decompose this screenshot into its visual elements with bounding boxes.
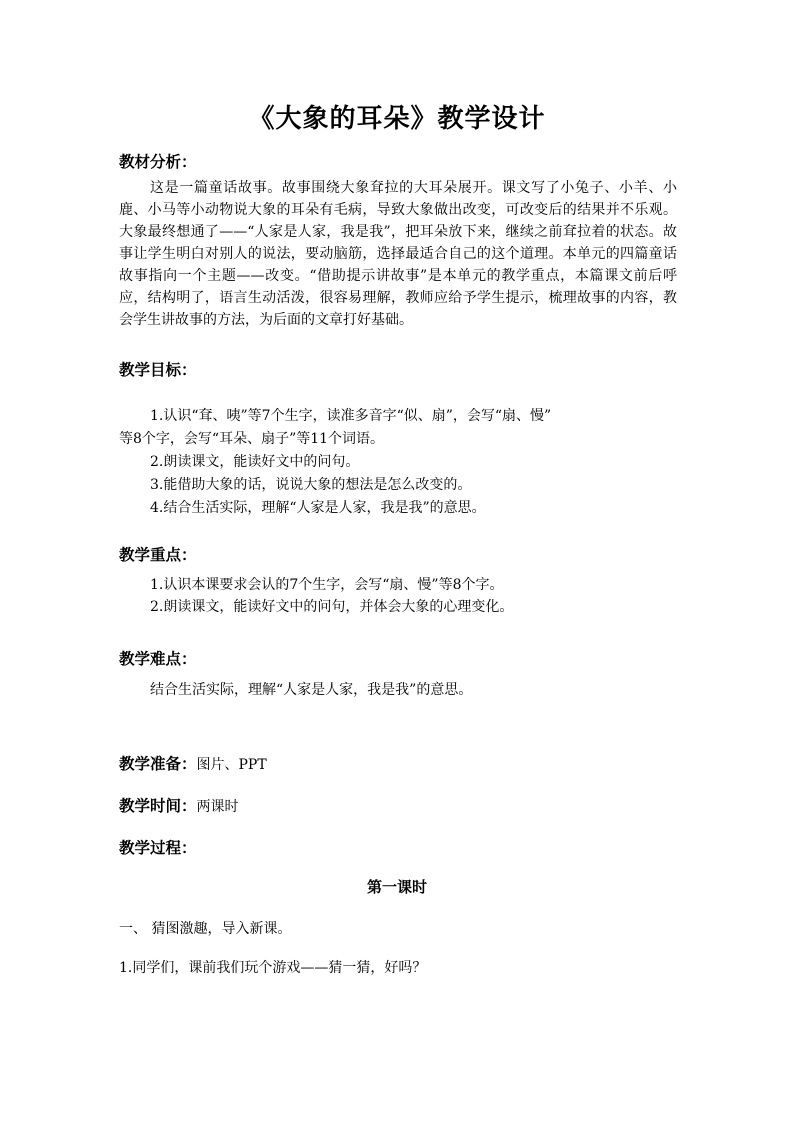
- time-heading: 教学时间：: [119, 797, 197, 815]
- key-point-item-1: 1.认识本课要求会认的7个生字，会写“扇、慢”等8个字。: [150, 577, 504, 593]
- process-step-1: 一、 猜图激趣，导入新课。: [119, 921, 292, 937]
- goal-item-1: 1.认识“耷、咦”等7个生字，读准多音字“似、扇”，会写“扇、慢”: [150, 408, 552, 424]
- preparation-heading: 教学准备：: [119, 755, 197, 773]
- difficulty-heading: 教学难点：: [119, 650, 197, 668]
- process-step-1-item-1: 1.同学们，课前我们玩个游戏——猜一猜，好吗？: [119, 960, 427, 976]
- goals-heading: 教学目标：: [119, 361, 197, 379]
- time-value: 两课时: [196, 799, 239, 815]
- difficulty-item-1: 结合生活实际，理解“人家是人家，我是我”的意思。: [150, 682, 473, 698]
- key-point-item-2: 2.朗读课文，能读好文中的问句，并体会大象的心理变化。: [150, 599, 514, 615]
- goal-item-2: 2.朗读课文，能读好文中的问句。: [150, 454, 360, 470]
- goal-item-3: 3.能借助大象的话，说说大象的想法是怎么改变的。: [150, 477, 472, 493]
- goal-item-1-continued: 等8个字，会写“耳朵、扇子”等11个词语。: [119, 431, 385, 447]
- preparation-row: [119, 752, 267, 774]
- document-title: 《大象的耳朵》教学设计: [248, 104, 546, 134]
- key-points-heading: 教学重点：: [119, 546, 197, 564]
- time-row: [119, 794, 239, 816]
- analysis-heading: 教材分析：: [119, 153, 197, 171]
- analysis-paragraph: 这是一篇童话故事。故事围绕大象耷拉的大耳朵展开。课文写了小兔子、小羊、小鹿、小马等小动物说大象的耳朵有毛病，导致大象做出改变，可改变后的结果并不乐观。大象最终想通了——“人家是人家，我是我”，把耳朵放下来，继续之前耷拉着的状态。故事让学生明白对别人的说法，要动脑筋，选择最适合自己的这个道理。本单元的四篇童话故事指向一个主题——改变。“借助提示讲故事”是本单元的教学重点，本篇课文前后呼应，结构明了，语言生动活泼，很容易理解，教师应给予学生提示，梳理故事的内容，教会学生讲故事的方法，为后面的文章打好基础。: [119, 180, 677, 328]
- process-heading: 教学过程：: [119, 839, 197, 857]
- lesson-title: 第一课时: [366, 878, 427, 896]
- goal-item-4: 4.结合生活实际，理解“人家是人家，我是我”的意思。: [150, 500, 486, 516]
- preparation-value: 图片、PPT: [196, 757, 267, 773]
